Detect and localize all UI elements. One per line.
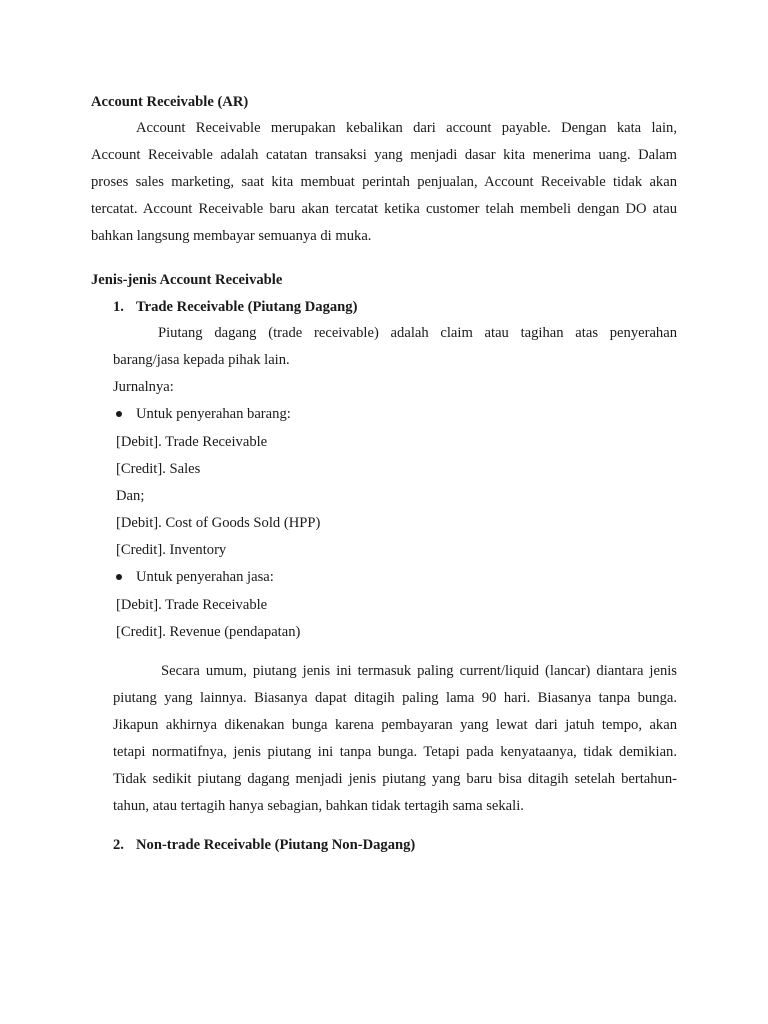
item-title-non-trade-receivable: Non-trade Receivable (Piutang Non-Dagang) (136, 837, 416, 853)
journal-entry: [Debit]. Trade Receivable (116, 597, 268, 613)
journal-entry: [Debit]. Trade Receivable (116, 434, 268, 450)
paragraph-line: Secara umum, piutang jenis ini termasuk paling current/liquid (lancar) diantara jenis (161, 663, 677, 679)
bullet-text: Untuk penyerahan barang: (136, 406, 291, 422)
journal-label: Jurnalnya: (113, 379, 174, 395)
paragraph-line: tetapi normatifnya, jenis piutang ini tanpa bunga. Tetapi pada kenyataanya, tidak demikian. (113, 744, 677, 760)
paragraph-line: Jikapun akhirnya dikenakan bunga karena pembayaran yang lewat dari jatuh tempo, akan (113, 717, 677, 733)
paragraph-line: bahkan langsung membayar semuanya di muka. (91, 228, 372, 244)
intro-line: barang/jasa kepada pihak lain. (113, 352, 290, 368)
paragraph-line: Tidak sedikit piutang dagang menjadi jenis piutang yang baru bisa ditagih setelah bertahun- (113, 771, 677, 787)
journal-entry: [Credit]. Inventory (116, 542, 227, 558)
journal-entry: [Debit]. Cost of Goods Sold (HPP) (116, 515, 321, 531)
paragraph-line: proses sales marketing, saat kita membuat perintah penjualan, Account Receivable tidak akan (91, 174, 677, 190)
paragraph-line: tercatat. Account Receivable baru akan tercatat ketika customer telah membeli dengan DO atau (91, 201, 677, 217)
item-title-trade-receivable: Trade Receivable (Piutang Dagang) (136, 299, 358, 315)
section-title-account-receivable: Account Receivable (AR) (91, 94, 249, 110)
list-number: 1. (113, 299, 124, 315)
bullet-icon (116, 574, 122, 580)
intro-line: Piutang dagang (trade receivable) adalah claim atau tagihan atas penyerahan (158, 325, 677, 341)
paragraph-line: piutang yang lainnya. Biasanya dapat ditagih paling lama 90 hari. Biasanya tanpa bunga. (113, 690, 677, 706)
paragraph-line: Account Receivable merupakan kebalikan dari account payable. Dengan kata lain, (136, 120, 677, 136)
list-number: 2. (113, 837, 124, 853)
paragraph-line: tahun, atau tertagih hanya sebagian, bahkan tidak tertagih sama sekali. (113, 798, 524, 814)
journal-entry: [Credit]. Sales (116, 461, 201, 477)
bullet-icon (116, 411, 122, 417)
journal-entry: Dan; (116, 488, 145, 504)
journal-entry: [Credit]. Revenue (pendapatan) (116, 624, 301, 640)
paragraph-line: Account Receivable adalah catatan transaksi yang menjadi dasar kita menerima uang. Dalam (91, 147, 677, 163)
bullet-text: Untuk penyerahan jasa: (136, 569, 274, 585)
section-title-jenis-jenis: Jenis-jenis Account Receivable (91, 272, 283, 288)
